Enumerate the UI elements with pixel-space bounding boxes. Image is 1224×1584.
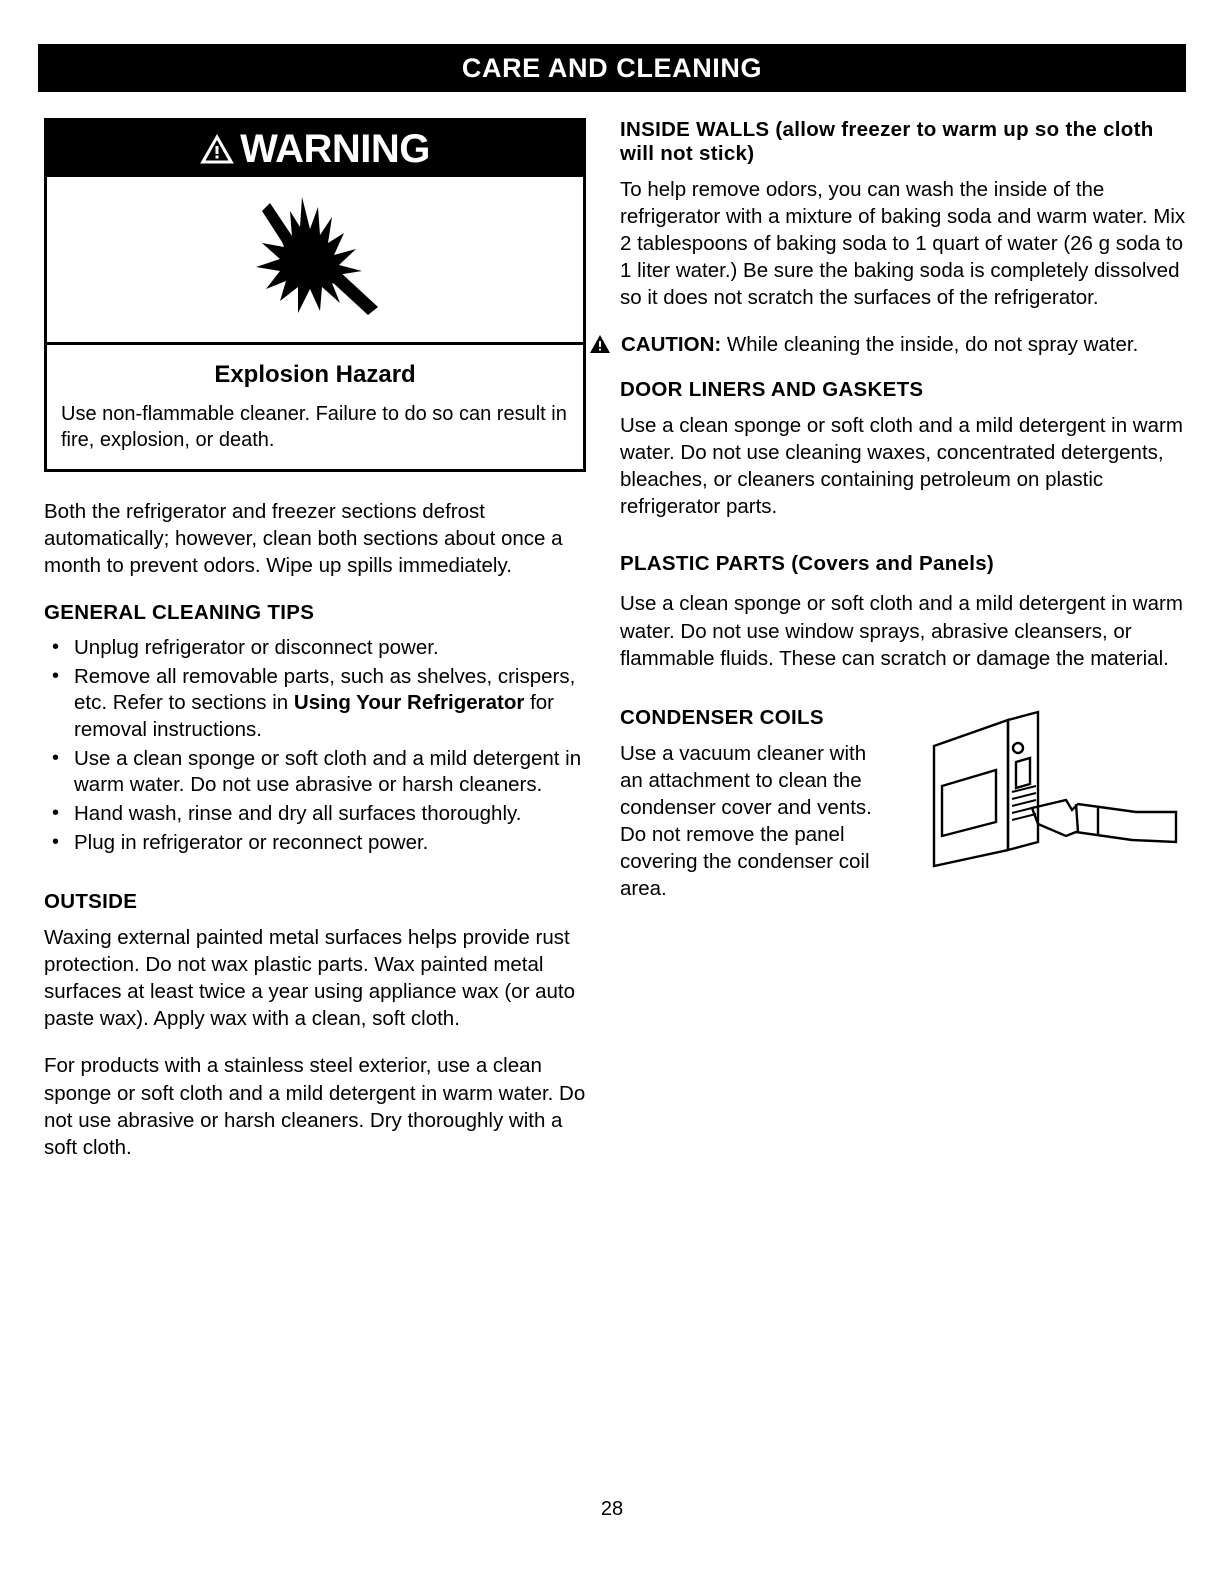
warning-triangle-icon <box>200 134 234 164</box>
door-liners-paragraph: Use a clean sponge or soft cloth and a mild detergent in warm water. Do not use cleaning waxes, concentrated detergents, bleaches, or cleaners containing petroleum on plastic refrigerator parts. <box>620 414 1183 519</box>
list-item <box>44 664 592 744</box>
intro-paragraph: Both the refrigerator and freezer sections defrost automatically; however, clean both sections about once a month to prevent odors. Wipe up spills immediately. <box>44 500 563 578</box>
warning-text: Use non-flammable cleaner. Failure to do so can result in fire, explosion, or death. <box>61 403 567 451</box>
plastic-parts-heading: PLASTIC PARTS (Covers and Panels) <box>620 552 995 576</box>
page-number: 28 <box>600 1498 624 1520</box>
refrigerator-condenser-vacuum-illustration <box>926 700 1186 870</box>
outside-paragraph-2: For products with a stainless steel exterior, use a clean sponge or soft cloth and a mild detergent in warm water. Do not use abrasive or harsh cleaners. Dry thoroughly with a soft cloth. <box>44 1054 586 1159</box>
list-item: • Unplug refrigerator or disconnect power. <box>44 635 592 662</box>
explosion-icon <box>240 195 390 325</box>
warning-body <box>47 345 583 469</box>
list-item-text-bold: Using Your Refrigerator <box>293 691 525 715</box>
list-item-text-post: for removal instructions. <box>74 691 555 742</box>
general-cleaning-tips-list <box>44 635 592 856</box>
list-item: • Plug in refrigerator or reconnect power. <box>44 830 592 857</box>
warning-subtitle: Explosion Hazard <box>214 361 416 388</box>
page-header-bar <box>38 44 1186 92</box>
page-title: CARE AND CLEANING <box>461 52 763 83</box>
right-column <box>620 118 1186 902</box>
outside-paragraph-1: Waxing external painted metal surfaces helps provide rust protection. Do not wax plastic parts. Wax painted metal surfaces at least twice a year using appliance wax (or auto paste wax). Apply wax with a clean, soft cloth. <box>44 926 575 1031</box>
door-liners-heading: DOOR LINERS AND GASKETS <box>620 378 924 402</box>
condenser-section <box>620 740 1186 902</box>
condenser-coils-heading: CONDENSER COILS <box>620 705 824 729</box>
caution-text: While cleaning the inside, do not spray water. <box>721 333 1139 357</box>
inside-walls-paragraph: To help remove odors, you can wash the inside of the refrigerator with a mixture of baking soda and warm water. Mix 2 tablespoons of baking soda to 1 quart of water (26 g soda to 1 liter water.) Be sure the baking soda is completely dissolved so it does not scratch the surfaces of the refrigerator. <box>620 178 1186 310</box>
list-item: • Hand wash, rinse and dry all surfaces thoroughly. <box>44 801 592 828</box>
inside-walls-heading: INSIDE WALLS (allow freezer to warm up so the cloth will not stick) <box>620 118 1154 165</box>
warning-illustration <box>47 177 583 345</box>
warning-header <box>47 121 583 177</box>
caution-note <box>620 331 1186 360</box>
warning-label: WARNING <box>240 127 430 171</box>
list-item: • Use a clean sponge or soft cloth and a mild detergent in warm water. Do not use abrasive or harsh cleaners. <box>44 746 592 799</box>
condenser-paragraph: Use a vacuum cleaner with an attachment to clean the condenser cover and vents. Do not remove the panel covering the condenser coil area. <box>620 741 872 900</box>
outside-heading: OUTSIDE <box>44 890 138 914</box>
left-column <box>44 118 592 1181</box>
caution-label: CAUTION: <box>621 333 722 357</box>
plastic-parts-paragraph: Use a clean sponge or soft cloth and a mild detergent in warm water. Do not use window sprays, abrasive cleansers, or flammable fluids. These can scratch or damage the material. <box>620 592 1183 670</box>
general-cleaning-tips-heading: GENERAL CLEANING TIPS <box>44 601 315 625</box>
warning-callout-box <box>44 118 586 472</box>
list-item-text-pre: Remove all removable parts, such as shelves, crispers, etc. Refer to sections in <box>74 664 576 715</box>
